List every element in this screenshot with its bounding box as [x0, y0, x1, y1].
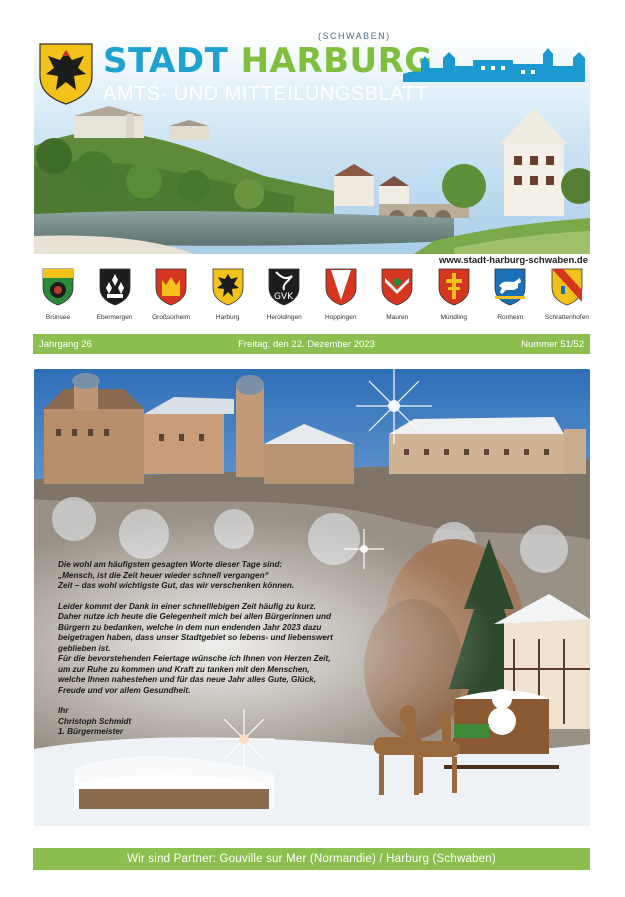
castle-silhouette-logo-icon — [403, 44, 589, 82]
mayor-christmas-greeting — [58, 560, 388, 738]
greeting-line: Leider kommt der Dank in einer schnelllebigen Zeit häufig zu kurz. — [58, 601, 316, 611]
harburg-main-coat-of-arms-icon — [38, 42, 94, 106]
issue-volume: Jahrgang 26 — [39, 338, 92, 350]
greeting-line: „Mensch, ist die Zeit heuer wieder schnell vergangen“ — [58, 570, 269, 580]
district-label: Schrattenhofen — [544, 314, 589, 321]
harburg-coat-of-arms-icon — [212, 268, 244, 306]
greeting-line: geblieben ist. — [58, 643, 111, 653]
masthead-subtitle: AMTS- UND MITTEILUNGSBLATT — [103, 83, 428, 105]
district-schrattenhofen — [539, 268, 595, 328]
mayor-name: Christoph Schmidt — [58, 716, 132, 726]
masthead-title — [103, 40, 433, 82]
greeting-line: beigetragen haben, dass unser Stadtgebiet so lebens- und liebenswert — [58, 633, 333, 642]
greeting-line: Freude und vor allem Gesundheit. — [58, 685, 191, 695]
muendling-coat-of-arms-icon — [438, 268, 470, 306]
district-bruensee — [30, 268, 86, 328]
greeting-line: Daher nutze ich heute die Gelegenheit mich bei allen Bürgerinnen und — [58, 612, 331, 621]
district-heroldingen — [256, 268, 312, 328]
masthead-region: (SCHWABEN) — [318, 31, 391, 41]
mauren-coat-of-arms-icon — [381, 268, 413, 306]
district-label: Großsorheim — [152, 314, 191, 321]
title-word-harburg: HARBURG — [240, 41, 433, 81]
greeting-signoff: Ihr — [58, 706, 69, 715]
grosssorheim-coat-of-arms-icon — [155, 268, 187, 306]
district-label: Mauren — [386, 314, 409, 321]
district-label: Ebermergen — [96, 314, 133, 321]
partnership-banner: Wir sind Partner: Gouville sur Mer (Normandie) / Harburg (Schwaben) — [33, 848, 590, 870]
issue-number: Nummer 51/52 — [521, 338, 584, 350]
district-label: Ronheim — [497, 314, 524, 321]
district-hoppingen — [313, 268, 369, 328]
district-label: Hoppingen — [325, 314, 357, 321]
title-word-stadt: STADT — [103, 41, 229, 81]
district-label: Mündling — [440, 314, 468, 321]
svg-text:GVK: GVK — [274, 292, 294, 302]
district-label: Heroldingen — [266, 314, 302, 321]
district-mauren — [369, 268, 425, 328]
mayor-role: 1. Bürgermeister — [58, 727, 124, 736]
website-url: www.stadt-harburg-schwaben.de — [438, 255, 588, 266]
district-label: Harburg — [215, 314, 240, 321]
greeting-line: Für die bevorstehenden Feiertage wünsche ich Ihnen von Herzen Zeit, — [58, 654, 331, 663]
district-harburg — [200, 268, 256, 328]
district-label: Brünsee — [45, 314, 71, 321]
heroldingen-coat-of-arms-icon — [268, 268, 300, 306]
ronheim-coat-of-arms-icon — [494, 268, 526, 306]
greeting-line: Die wohl am häufigsten gesagten Worte dieser Tage sind: — [58, 560, 283, 569]
greeting-line: um zur Ruhe zu kommen und Kraft zu tanken mit den Menschen, — [58, 664, 310, 674]
schrattenhofen-coat-of-arms-icon — [551, 268, 583, 306]
greeting-line: Zeit – das wohl wichtigste Gut, das wir verschenken können. — [58, 581, 295, 590]
district-ebermergen — [87, 268, 143, 328]
district-coats-of-arms-row — [30, 268, 595, 328]
greeting-line: welche Ihnen nahestehen und für das neue Jahr alles Gute, Glück, — [58, 675, 316, 684]
greeting-line: Bürgern zu bedanken, welche in dem nun endenden Jahr 2023 dazu — [58, 622, 322, 632]
issue-date: Freitag, den 22. Dezember 2023 — [238, 338, 375, 350]
district-ronheim — [482, 268, 538, 328]
issue-info-bar — [33, 334, 590, 354]
ebermergen-coat-of-arms-icon — [99, 268, 131, 306]
hoppingen-coat-of-arms-icon — [325, 268, 357, 306]
bruensee-coat-of-arms-icon — [42, 268, 74, 306]
district-muendling — [426, 268, 482, 328]
district-grosssorheim — [143, 268, 199, 328]
